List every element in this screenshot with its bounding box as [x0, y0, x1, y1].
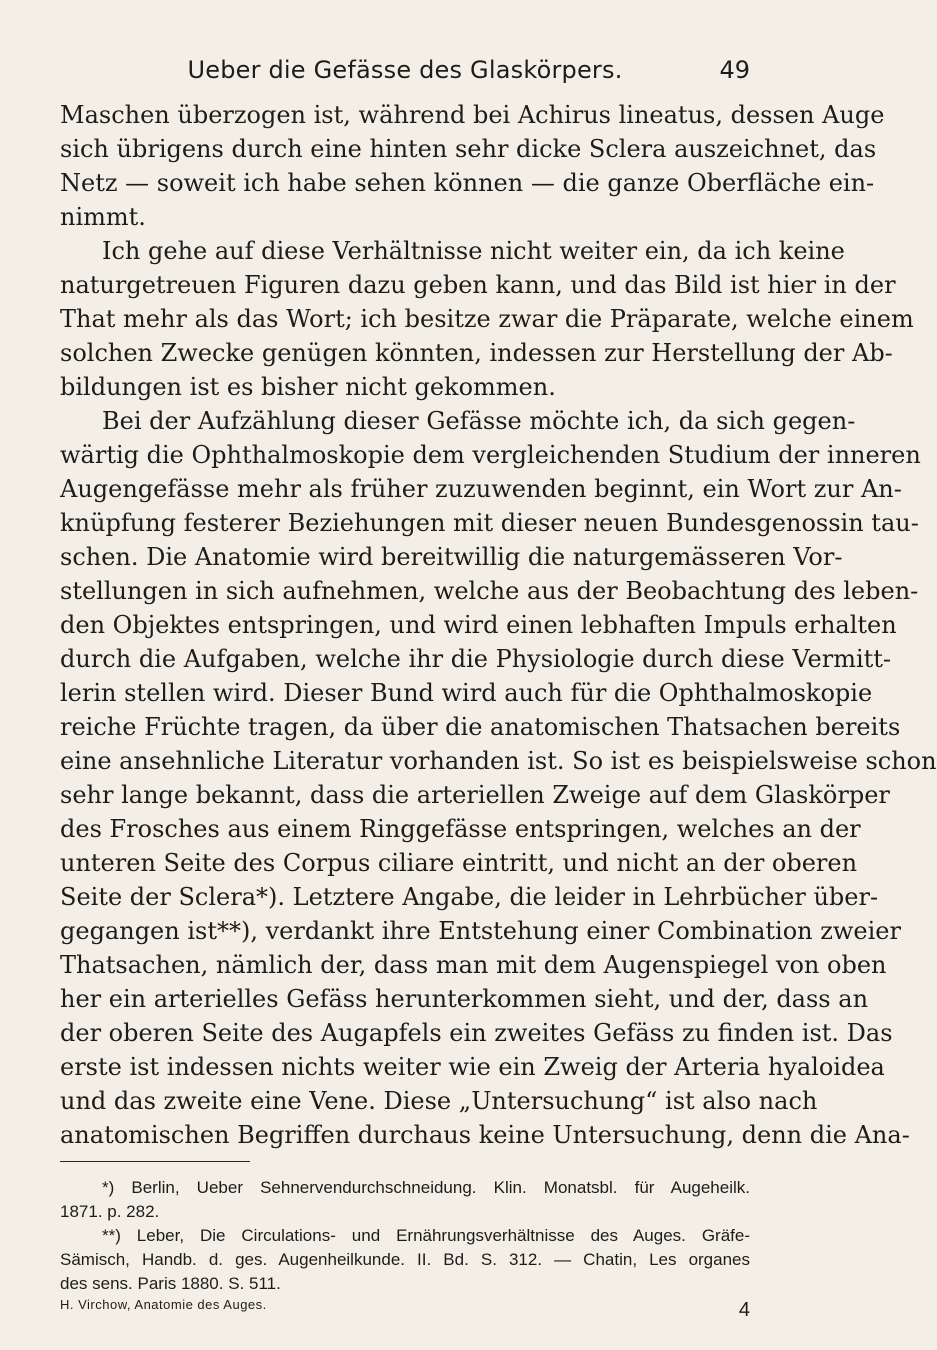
text-line: Bei der Aufzählung dieser Gefässe möchte ich, da sich gegen-	[102, 407, 856, 435]
text-line: unteren Seite des Corpus ciliare eintritt, und nicht an der oberen	[60, 849, 858, 877]
text-line: lerin stellen wird. Dieser Bund wird auch für die Ophthalmoskopie	[60, 679, 873, 707]
footnote-line: 1871. p. 282.	[60, 1202, 160, 1221]
page-number: 49	[719, 56, 750, 84]
footnote-line: **) Leber, Die Circulations- und Ernährungsverhältnisse des Auges. Gräfe-	[102, 1226, 750, 1245]
footnote-line: Sämisch, Handb. d. ges. Augenheilkunde. II. Bd. S. 312. — Chatin, Les organes	[60, 1250, 750, 1269]
text-line: solchen Zwecke genügen könnten, indessen zur Herstellung der Ab-	[60, 339, 893, 367]
text-line: knüpfung festerer Beziehungen mit dieser neuen Bundesgenossin tau-	[60, 509, 919, 537]
text-line: erste ist indessen nichts weiter wie ein Zweig der Arteria hyaloidea	[60, 1053, 885, 1081]
text-line: bildungen ist es bisher nicht gekommen.	[60, 373, 556, 401]
text-line: schen. Die Anatomie wird bereitwillig die naturgemässeren Vor-	[60, 543, 843, 571]
text-line: Netz — soweit ich habe sehen können — die ganze Oberfläche ein-	[60, 169, 875, 197]
text-line: anatomischen Begriffen durchaus keine Untersuchung, denn die Ana-	[60, 1121, 910, 1149]
footnotes	[60, 1176, 750, 1296]
text-line: Ich gehe auf diese Verhältnisse nicht weiter ein, da ich keine	[102, 237, 845, 265]
text-line: sich übrigens durch eine hinten sehr dicke Sclera auszeichnet, das	[60, 135, 877, 163]
text-line: den Objektes entspringen, und wird einen lebhaften Impuls erhalten	[60, 611, 897, 639]
text-line: Seite der Sclera*). Letztere Angabe, die leider in Lehrbücher über-	[60, 883, 879, 911]
running-title: Ueber die Gefässe des Glaskörpers.	[187, 56, 623, 84]
signature-number: 4	[738, 1299, 750, 1321]
text-line: des Frosches aus einem Ringgefässe entspringen, welches an der	[60, 815, 861, 843]
text-line: her ein arterielles Gefäss herunterkommen sieht, und der, dass an	[60, 985, 869, 1013]
text-line: und das zweite eine Vene. Diese „Untersuchung“ ist also nach	[60, 1087, 818, 1115]
text-line: naturgetreuen Figuren dazu geben kann, und das Bild ist hier in der	[60, 271, 896, 299]
text-line: sehr lange bekannt, dass die arteriellen Zweige auf dem Glaskörper	[60, 781, 890, 809]
text-line: durch die Aufgaben, welche ihr die Physiologie durch diese Vermitt-	[60, 645, 892, 673]
body-text	[60, 98, 937, 1152]
text-line: der oberen Seite des Augapfels ein zweites Gefäss zu finden ist. Das	[60, 1019, 893, 1047]
text-line: That mehr als das Wort; ich besitze zwar die Präparate, welche einem	[60, 305, 914, 333]
text-line: gegangen ist**), verdankt ihre Entstehung einer Combination zweier	[60, 917, 901, 945]
text-line: Thatsachen, nämlich der, dass man mit dem Augenspiegel von oben	[60, 951, 887, 979]
footnote-line: des sens. Paris 1880. S. 511.	[60, 1274, 281, 1293]
text-line: wärtig die Ophthalmoskopie dem vergleichenden Studium der inneren	[60, 441, 921, 469]
running-head	[60, 56, 750, 90]
text-line: nimmt.	[60, 203, 146, 231]
text-line: Augengefässe mehr als früher zuzuwenden beginnt, ein Wort zur An-	[60, 475, 902, 503]
signature-text: H. Virchow, Anatomie des Auges.	[60, 1297, 267, 1312]
footnote-line: *) Berlin, Ueber Sehnervendurchschneidung. Klin. Monatsbl. für Augeheilk.	[102, 1178, 750, 1197]
printer-signature	[60, 1294, 750, 1321]
text-line: stellungen in sich aufnehmen, welche aus der Beobachtung des leben-	[60, 577, 919, 605]
footnote-divider	[60, 1161, 250, 1162]
text-line: reiche Früchte tragen, da über die anatomischen Thatsachen bereits	[60, 713, 901, 741]
text-line: eine ansehnliche Literatur vorhanden ist. So ist es beispielsweise schon	[60, 747, 937, 775]
text-line: Maschen überzogen ist, während bei Achirus lineatus, dessen Auge	[60, 101, 885, 129]
